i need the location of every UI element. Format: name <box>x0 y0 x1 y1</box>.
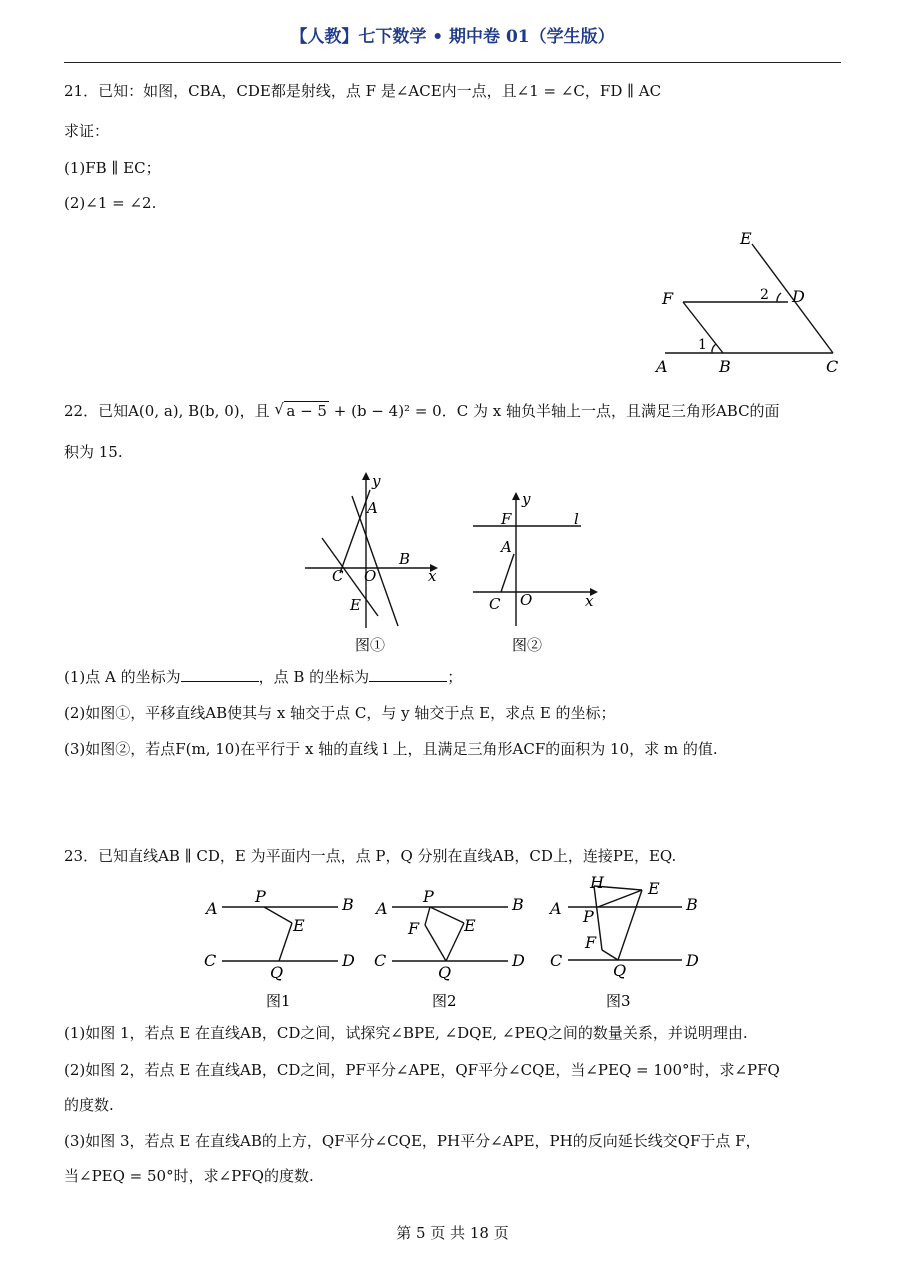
f3-label-Q: Q <box>613 961 627 980</box>
q23-stem: 23．已知直线AB ∥ CD，E 为平面内一点，点 P，Q 分别在直线AB，CD上，连接PE，EQ. <box>64 847 677 865</box>
q22-part1 <box>64 666 462 688</box>
f2-label-E: E <box>464 916 476 935</box>
q21-angle-1: 1 <box>698 337 707 353</box>
q21-figure <box>640 222 860 382</box>
q21-label-E: E <box>740 229 752 248</box>
q23-part1: (1)如图 1，若点 E 在直线AB，CD之间，试探究∠BPE, ∠DQE, ∠PEQ之间的数量关系，并说明理由. <box>64 1024 748 1042</box>
f1-label-C: C <box>204 951 217 970</box>
q22-part3: (3)如图②，若点F(m, 10)在平行于 x 轴的直线 l 上，且满足三角形ACF的面积为 10，求 m 的值. <box>64 740 718 758</box>
sqrt-sign: √ <box>274 400 284 418</box>
q21-label-D: D <box>792 287 805 306</box>
q21-stem: 21．已知：如图，CBA，CDE都是射线，点 F 是∠ACE内一点，且∠1 = ∠C，FD ∥ AC <box>64 82 662 100</box>
fig1-label-y: y <box>372 472 381 490</box>
fig1-label-B: B <box>399 550 411 568</box>
fig2-label-x: x <box>585 592 594 610</box>
q22-part1-a: (1)点 A 的坐标为 <box>64 668 181 686</box>
q23-figure-3 <box>540 870 715 1013</box>
page-footer: 第 5 页 共 18 页 <box>396 1224 509 1242</box>
f1-label-E: E <box>293 916 305 935</box>
q21-part2: (2)∠1 = ∠2. <box>64 194 157 212</box>
f3-label-P: P <box>583 907 594 926</box>
q21-prove: 求证： <box>64 122 110 140</box>
q22-stem <box>64 400 780 422</box>
fig2-label-y: y <box>522 490 531 508</box>
page-title: 【人教】七下数学 • 期中卷 01（学生版） <box>290 27 615 47</box>
sqrt-radicand: a − 5 <box>286 402 327 420</box>
q21-angle-2: 2 <box>760 287 769 303</box>
fig1-label-O: O <box>364 567 377 585</box>
f3-label-E: E <box>648 879 660 898</box>
q22-part1-b: ，点 B 的坐标为 <box>258 668 370 686</box>
fig1-label-C: C <box>332 567 344 585</box>
q21-label-A: A <box>656 357 668 376</box>
q21-part1: (1)FB ∥ EC； <box>64 159 161 177</box>
fig2-label-C: C <box>489 595 501 613</box>
f3-label-A: A <box>550 899 562 918</box>
q23-figure-1 <box>200 878 365 1013</box>
q22-part1-c: ； <box>447 668 463 686</box>
f1-label-P: P <box>255 887 266 906</box>
q23-part3a: (3)如图 3，若点 E 在直线AB的上方，QF平分∠CQE，PH平分∠APE，PH的反向延长线交QF于点 F， <box>64 1132 761 1150</box>
sqrt-expression <box>274 400 329 422</box>
f2-label-C: C <box>374 951 387 970</box>
page-header <box>64 22 841 63</box>
q22-figure-2 <box>468 488 608 658</box>
q21-label-C: C <box>826 357 839 376</box>
q22-stem-line2: 积为 15. <box>64 443 123 461</box>
f2-label-D: D <box>512 951 525 970</box>
f2-label-Q: Q <box>438 963 452 982</box>
q23-part2a: (2)如图 2，若点 E 在直线AB，CD之间，PF平分∠APE，QF平分∠CQE，当∠PEQ = 100°时，求∠PFQ <box>64 1061 780 1079</box>
f1-label-B: B <box>342 895 354 914</box>
fig2-label-l: l <box>574 510 579 528</box>
fig2-label-A: A <box>501 538 512 556</box>
q21-label-B: B <box>719 357 731 376</box>
f3-label-F: F <box>585 933 597 952</box>
fig1-label-E: E <box>350 596 361 614</box>
fig1-caption: 图① <box>355 636 386 654</box>
f2-label-A: A <box>376 899 388 918</box>
q22-figure-1 <box>300 468 450 658</box>
q22-stem-a: 22．已知A(0, a), B(b, 0)，且 <box>64 402 270 420</box>
answer-blank-B[interactable] <box>369 667 447 682</box>
f3-label-B: B <box>686 895 698 914</box>
f3-label-C: C <box>550 951 563 970</box>
q21-label-F: F <box>662 289 674 308</box>
f1-label-D: D <box>342 951 355 970</box>
f1-caption: 图1 <box>266 992 291 1010</box>
f1-label-Q: Q <box>270 963 284 982</box>
f1-label-A: A <box>206 899 218 918</box>
fig2-label-O: O <box>520 591 533 609</box>
f3-label-H: H <box>590 873 604 892</box>
fig2-caption: 图② <box>512 636 543 654</box>
f2-label-F: F <box>408 919 420 938</box>
f2-label-P: P <box>423 887 434 906</box>
f3-label-D: D <box>686 951 699 970</box>
answer-blank-A[interactable] <box>181 667 259 682</box>
fig1-label-A: A <box>367 499 378 517</box>
q23-part2b: 的度数. <box>64 1096 114 1114</box>
q23-part3b: 当∠PEQ = 50°时，求∠PFQ的度数. <box>64 1167 314 1185</box>
q23-figure-2 <box>370 878 535 1013</box>
f2-label-B: B <box>512 895 524 914</box>
q22-stem-b: + (b − 4)² = 0．C 为 x 轴负半轴上一点，且满足三角形ABC的面 <box>333 402 780 420</box>
q22-part2: (2)如图①，平移直线AB使其与 x 轴交于点 C，与 y 轴交于点 E，求点 E 的坐标； <box>64 704 616 722</box>
f3-caption: 图3 <box>606 992 631 1010</box>
fig2-label-F: F <box>501 510 512 528</box>
fig1-label-x: x <box>428 567 437 585</box>
f2-caption: 图2 <box>432 992 457 1010</box>
